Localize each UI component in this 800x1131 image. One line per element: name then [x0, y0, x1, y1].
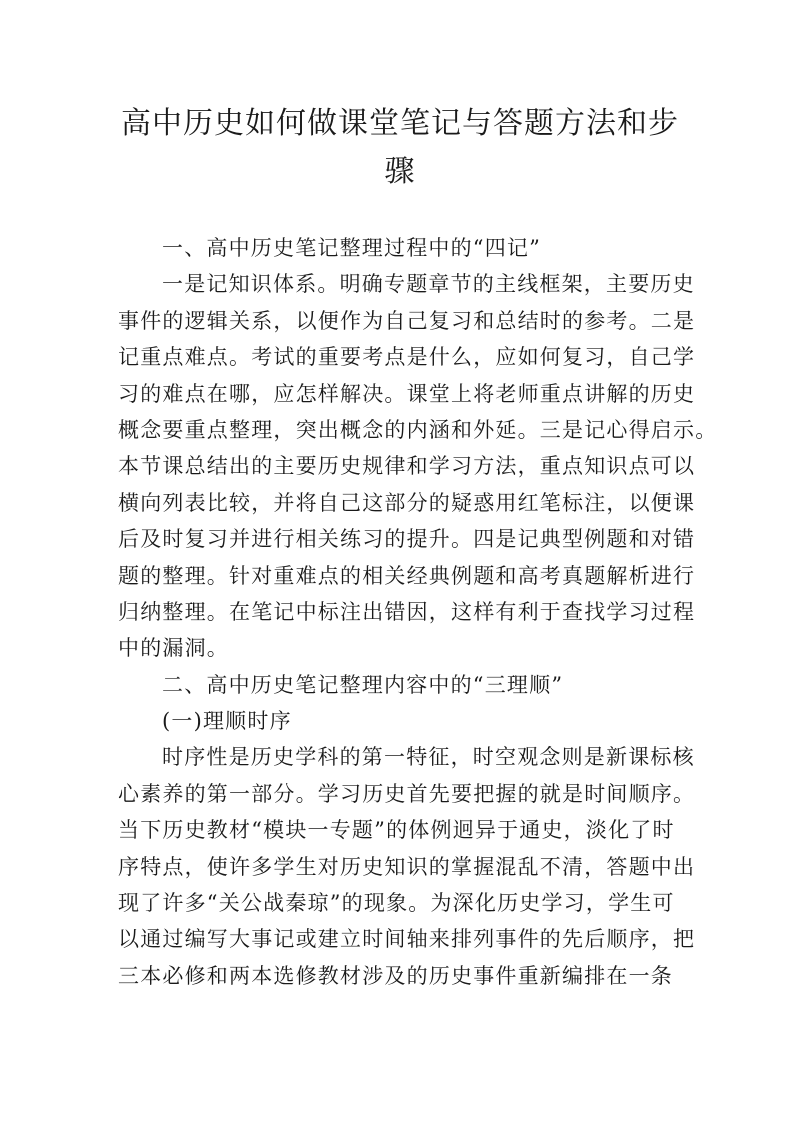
paragraph-line: 一是记知识体系。明确专题章节的主线框架，主要历史 [162, 272, 695, 297]
paragraph-line: 归纳整理。在笔记中标注出错因，这样有利于查找学习过程 [118, 599, 696, 624]
document-body [118, 230, 718, 994]
paragraph-line: 概念要重点整理，突出概念的内涵和外延。三是记心得启示。 [118, 417, 718, 442]
paragraph-line: 心素养的第一部分。学习历史首先要把握的就是时间顺序。 [118, 781, 696, 806]
paragraph-line: 以通过编写大事记或建立时间轴来排列事件的先后顺序，把 [118, 927, 696, 952]
title-line-2: 骤 [384, 154, 416, 189]
paragraph-line: 题的整理。针对重难点的相关经典例题和高考真题解析进行 [118, 563, 696, 588]
document-title [100, 100, 700, 196]
paragraph-line: 事件的逻辑关系，以便作为自己复习和总结时的参考。二是 [118, 308, 696, 333]
paragraph-line: 三本必修和两本选修教材涉及的历史事件重新编排在一条 [118, 963, 673, 988]
section-heading-2: 二、高中历史笔记整理内容中的“三理顺” [162, 672, 564, 697]
paragraph-line: 本节课总结出的主要历史规律和学习方法，重点知识点可以 [118, 454, 696, 479]
section-heading-1: 一、高中历史笔记整理过程中的“四记” [162, 236, 542, 260]
paragraph-line: 横向列表比较，并将自己这部分的疑惑用红笔标注，以便课 [118, 490, 696, 515]
paragraph-line: 习的难点在哪，应怎样解决。课堂上将老师重点讲解的历史 [118, 381, 696, 406]
title-line-1: 高中历史如何做课堂笔记与答题方法和步 [121, 106, 679, 141]
subsection-heading: (一)理顺时序 [162, 709, 292, 734]
paragraph-line: 记重点难点。考试的重要考点是什么，应如何复习，自己学 [118, 345, 696, 370]
paragraph-line: 当下历史教材“模块一专题”的体例迥异于通史，淡化了时 [118, 818, 675, 843]
paragraph-line: 时序性是历史学科的第一特征，时空观念则是新课标核 [162, 745, 695, 770]
paragraph-line: 现了许多“关公战秦琼”的现象。为深化历史学习，学生可 [118, 891, 675, 916]
paragraph-line: 后及时复习并进行相关练习的提升。四是记典型例题和对错 [118, 527, 696, 552]
paragraph-line: 中的漏洞。 [118, 636, 229, 661]
paragraph-line: 序特点，使许多学生对历史知识的掌握混乱不清，答题中出 [118, 854, 696, 879]
